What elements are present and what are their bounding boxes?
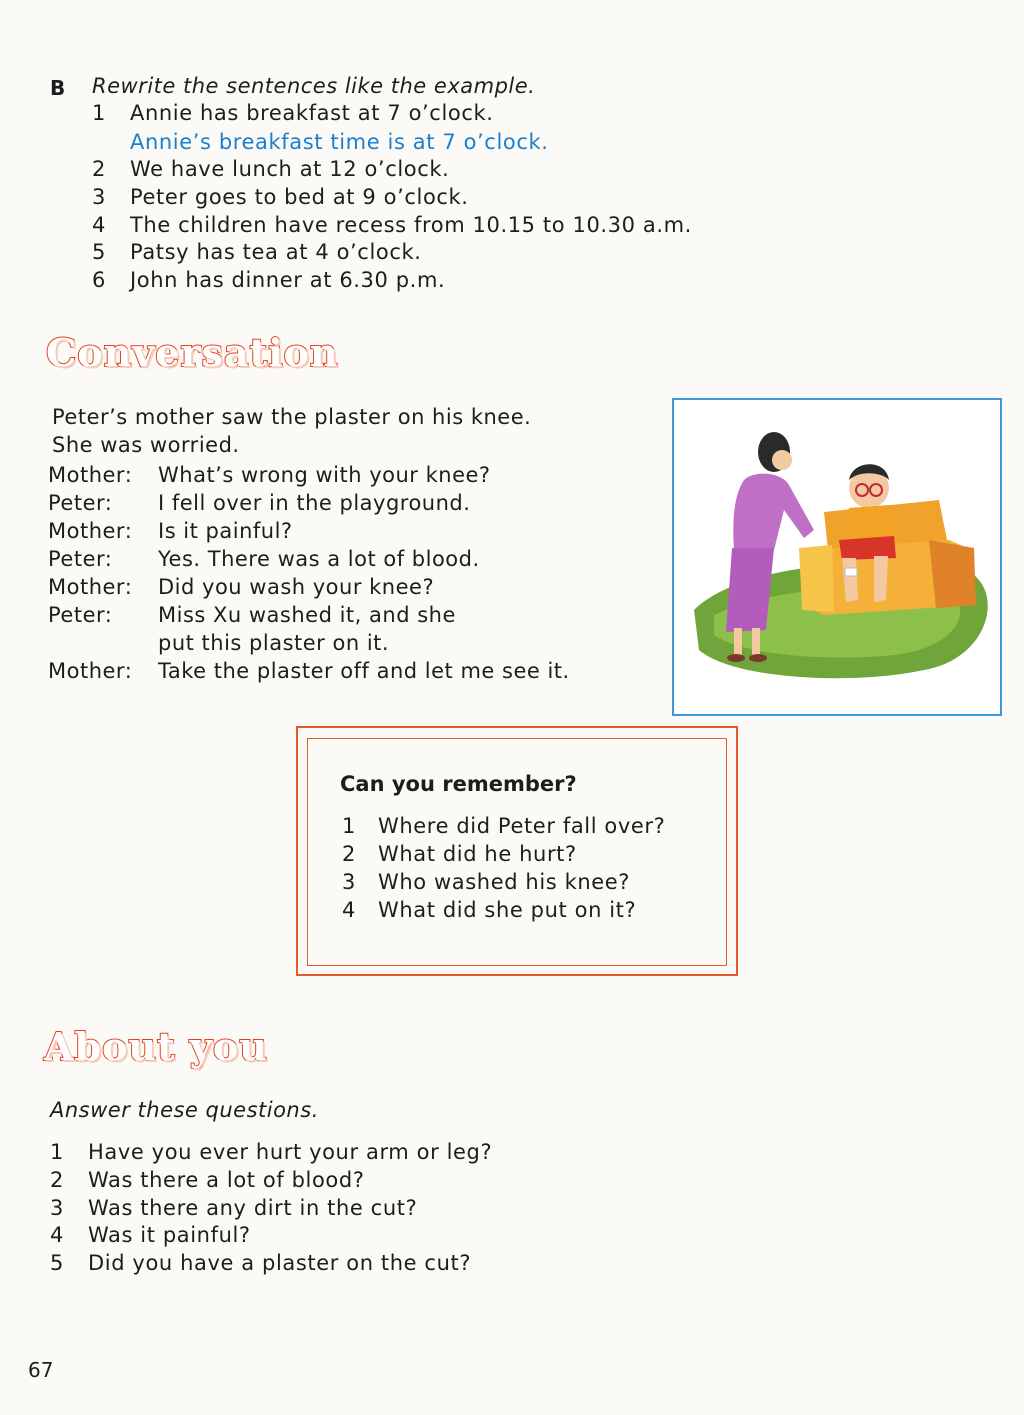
about-item-text: Have you ever hurt your arm or leg? — [88, 1140, 493, 1164]
remember-item-text: What did she put on it? — [378, 898, 637, 922]
conversation-intro-line: Peter’s mother saw the plaster on his knee. — [52, 405, 532, 429]
b-item-number: 5 — [92, 240, 106, 264]
about-item-text: Was it painful? — [88, 1223, 251, 1247]
about-item-text: Was there a lot of blood? — [88, 1168, 365, 1192]
b-item-number: 1 — [92, 101, 106, 125]
speaker-label: Peter: — [48, 547, 113, 571]
speaker-label: Mother: — [48, 575, 133, 599]
about-item-number: 3 — [50, 1196, 64, 1220]
mother-and-son-illustration — [674, 400, 1000, 714]
dialogue-text: Yes. There was a lot of blood. — [158, 547, 480, 571]
b-item-text: John has dinner at 6.30 p.m. — [130, 268, 446, 292]
dialogue-text: Did you wash your knee? — [158, 575, 435, 599]
section-b-instruction: Rewrite the sentences like the example. — [92, 74, 536, 98]
remember-item-number: 1 — [342, 814, 356, 838]
speaker-label: Mother: — [48, 659, 133, 683]
speaker-label: Mother: — [48, 463, 133, 487]
dialogue-text: put this plaster on it. — [158, 631, 390, 655]
b-item-number: 4 — [92, 213, 106, 237]
about-you-instruction: Answer these questions. — [50, 1098, 319, 1122]
page-number: 67 — [28, 1358, 54, 1382]
dialogue-text: Take the plaster off and let me see it. — [158, 659, 570, 683]
b-item-text: The children have recess from 10.15 to 10.30 a.m. — [130, 213, 692, 237]
remember-item-number: 2 — [342, 842, 356, 866]
b-item-text: Peter goes to bed at 9 o’clock. — [130, 185, 469, 209]
section-b-letter: B — [50, 76, 66, 100]
b-item-text: We have lunch at 12 o’clock. — [130, 157, 450, 181]
remember-title: Can you remember? — [340, 772, 577, 796]
conversation-heading: Conversation — [46, 330, 339, 375]
speaker-label: Mother: — [48, 519, 133, 543]
about-item-number: 2 — [50, 1168, 64, 1192]
remember-item-number: 3 — [342, 870, 356, 894]
conversation-intro-line: She was worried. — [52, 433, 240, 457]
dialogue-text: Miss Xu washed it, and she — [158, 603, 456, 627]
about-item-number: 1 — [50, 1140, 64, 1164]
b-item-text: Patsy has tea at 4 o’clock. — [130, 240, 422, 264]
b-item-number: 3 — [92, 185, 106, 209]
speaker-label: Peter: — [48, 491, 113, 515]
speaker-label: Peter: — [48, 603, 113, 627]
about-item-number: 4 — [50, 1223, 64, 1247]
dialogue-text: I fell over in the playground. — [158, 491, 471, 515]
remember-item-text: What did he hurt? — [378, 842, 577, 866]
dialogue-text: Is it painful? — [158, 519, 293, 543]
b-item-number: 2 — [92, 157, 106, 181]
remember-item-text: Who washed his knee? — [378, 870, 631, 894]
about-item-text: Was there any dirt in the cut? — [88, 1196, 418, 1220]
b-item-text: Annie has breakfast at 7 o’clock. — [130, 101, 494, 125]
remember-item-text: Where did Peter fall over? — [378, 814, 666, 838]
b-item-number: 6 — [92, 268, 106, 292]
remember-item-number: 4 — [342, 898, 356, 922]
about-item-number: 5 — [50, 1251, 64, 1275]
about-you-heading: About you — [44, 1024, 268, 1069]
dialogue-text: What’s wrong with your knee? — [158, 463, 491, 487]
b-example-answer: Annie’s breakfast time is at 7 o’clock. — [130, 130, 549, 154]
about-item-text: Did you have a plaster on the cut? — [88, 1251, 472, 1275]
illustration-frame — [672, 398, 1002, 716]
